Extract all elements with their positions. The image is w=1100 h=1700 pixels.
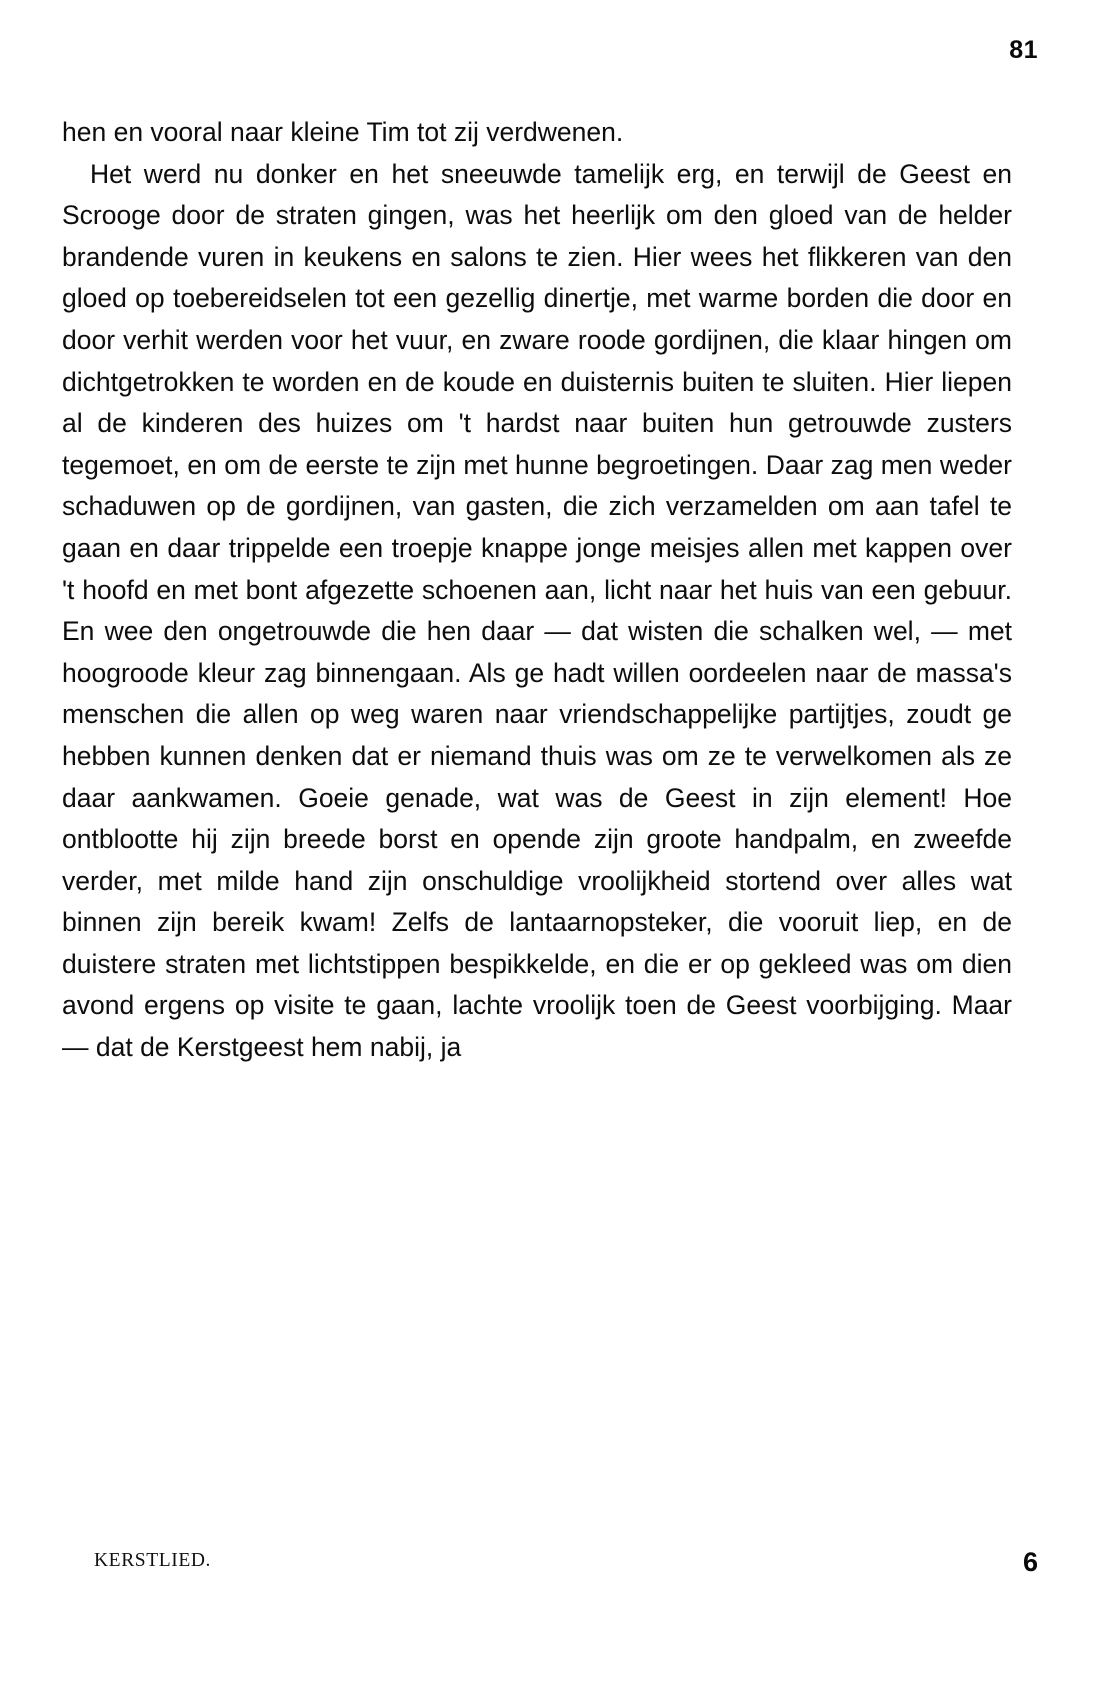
paragraph-continuation: hen en vooral naar kleine Tim tot zij verdwenen. (62, 117, 624, 147)
paragraph-main: Het werd nu donker en het sneeuwde tamelijk erg, en terwijl de Geest en Scrooge door de straten gingen, was het heerlijk om den gloed van de helder brandende vuren in keukens en salons te zien. Hier wees het flikkeren van den gloed op toebereidselen tot een gezellig dinertje, met warme borden die door en door verhit werden voor het vuur, en zware roode gordijnen, die klaar hingen om dichtgetrokken te worden en de koude en duisternis buiten te sluiten. Hier liepen al de kinderen des huizes om 't hardst naar buiten hun getrouwde zusters tegemoet, en om de eerste te zijn met hunne begroetingen. Daar zag men weder schaduwen op de gordijnen, van gasten, die zich verzamelden om aan tafel te gaan en daar trippelde een troepje knappe jonge meisjes allen met kappen over 't hoofd en met bont afgezette schoenen aan, licht naar het huis van een gebuur. En wee den ongetrouwde die hen daar — dat wisten die schalken wel, — met hoogroode kleur zag binnengaan. Als ge hadt willen oordeelen naar de massa's menschen die allen op weg waren naar vriendschappelijke partijtjes, zoudt ge hebben kunnen denken dat er niemand thuis was om ze te verwelkomen als ze daar aankwamen. Goeie genade, wat was de Geest in zijn element! Hoe ontblootte hij zijn breede borst en opende zijn groote handpalm, en zweefde verder, met milde hand zijn onschuldige vroolijkheid stortend over alles wat binnen zijn bereik kwam! Zelfs de lantaarnopsteker, die vooruit liep, en de duistere straten met lichtstippen bespikkelde, en die er op gekleed was om dien avond ergens op visite te gaan, lachte vroolijk toen de Geest voorbijging. Maar — dat de Kerstgeest hem nabij, ja (62, 158, 1012, 1063)
page-footer (94, 1538, 1038, 1577)
running-title: KERSTLIED. (94, 1550, 212, 1571)
page-number: 81 (1009, 36, 1038, 64)
signature-mark: 6 (1022, 1547, 1038, 1577)
body-text (62, 112, 1012, 1069)
